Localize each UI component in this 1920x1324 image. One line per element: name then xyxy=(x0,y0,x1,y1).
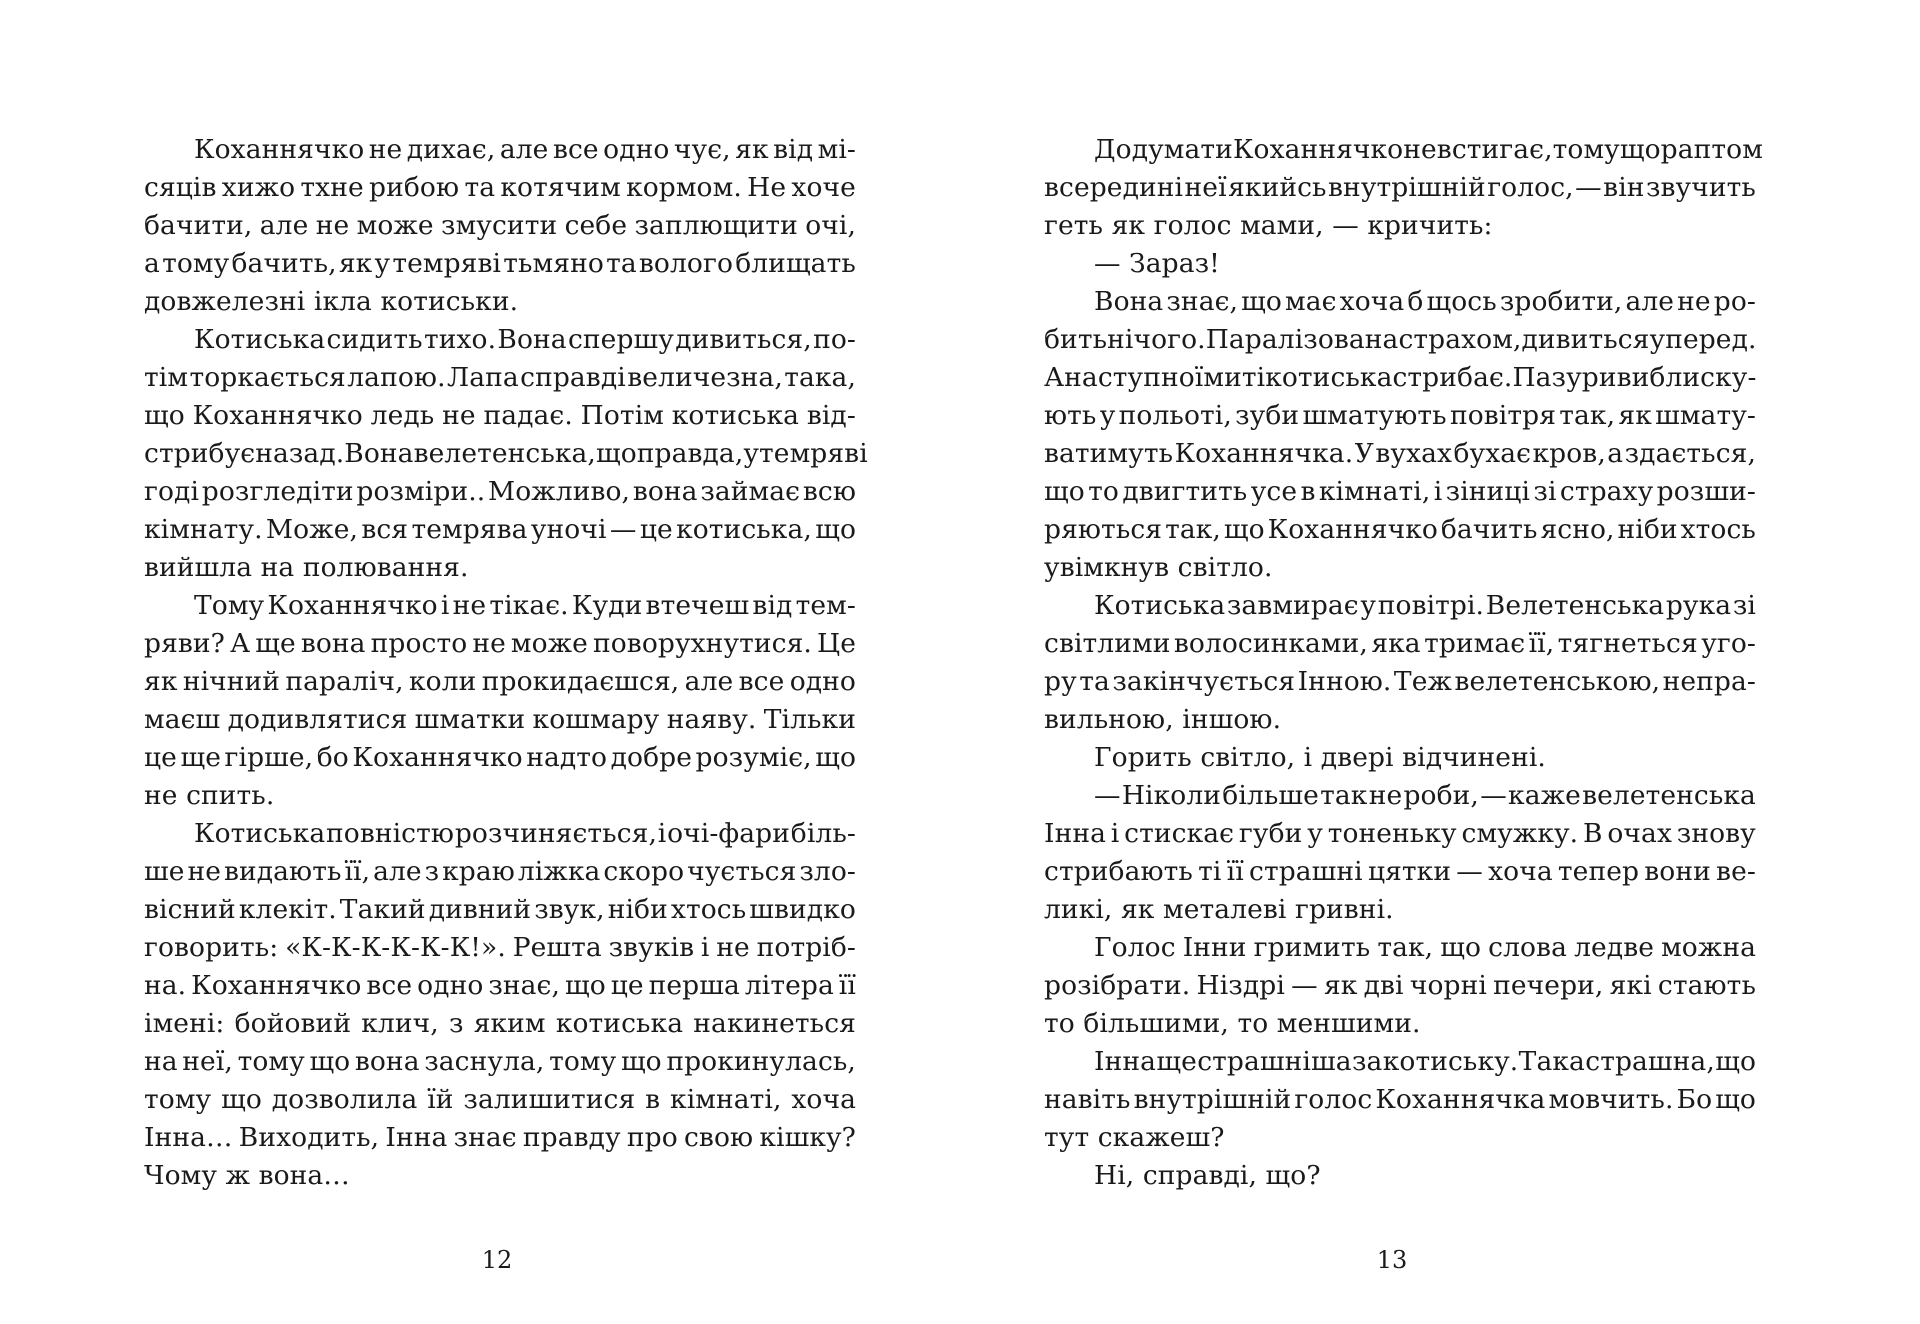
text-line: Інна і стискає губи у тоненьку смужку. В очах знову xyxy=(1044,818,1756,849)
text-line: Чому ж вона… xyxy=(144,1160,350,1191)
text-line: то більшими, то меншими. xyxy=(1044,1008,1421,1039)
text-line: стрибають ті її страшні цятки — хоча тепер вони ве- xyxy=(1044,856,1756,887)
text-line: Горить світло, і двері відчинені. xyxy=(1094,742,1546,773)
text-line: розібрати. Ніздрі — як дві чорні печери, які стають xyxy=(1044,970,1756,1001)
text-line: Інна ще страшніша за котиську. Така страшна, що xyxy=(1094,1046,1756,1077)
text-line: бить нічого. Паралізована страхом, дивиться уперед. xyxy=(1044,324,1757,355)
text-line: сяців хижо тхне рибою та котячим кормом. Не хоче xyxy=(144,172,856,203)
text-line: на неї, тому що вона заснула, тому що прокинулась, xyxy=(144,1046,856,1077)
text-line: тому що дозволила їй залишитися в кімнаті, хоча xyxy=(144,1084,856,1115)
text-line: на. Коханнячко все одно знає, що це перша літера її xyxy=(144,970,856,1001)
text-line: Котиська повністю розчиняється, і очі-фари біль- xyxy=(194,818,856,849)
text-line: ликі, як металеві гривні. xyxy=(1044,894,1394,925)
text-line: — Ніколи більше так не роби, — каже велетенська xyxy=(1094,780,1756,811)
text-line: тім торкається лапою. Лапа справді величезна, така, xyxy=(144,362,856,393)
text-line: всередині неї якийсь внутрішній голос, — він звучить xyxy=(1044,172,1756,203)
text-line: бачити, але не може змусити себе заплющити очі, xyxy=(144,210,856,241)
text-line: Інна… Виходить, Інна знає правду про свою кішку? xyxy=(144,1122,856,1153)
right-page-text xyxy=(1044,131,1763,1195)
text-line: світлими волосинками, яка тримає її, тягнеться уго- xyxy=(1044,628,1756,659)
text-line: імені: бойовий клич, з яким котиська накинеться xyxy=(144,1008,856,1039)
text-line: це ще гірше, бо Коханнячко надто добре розуміє, що xyxy=(144,742,856,773)
text-line: маєш додивлятися шматки кошмару наяву. Тільки xyxy=(144,704,856,735)
right-page xyxy=(960,0,1920,1324)
text-line: увімкнув світло. xyxy=(1044,552,1273,583)
text-line: Котиська завмирає у повітрі. Велетенська рука зі xyxy=(1094,590,1756,621)
text-line: Котиська сидить тихо. Вона спершу дивиться, по- xyxy=(194,324,856,355)
text-line: вісний клекіт. Такий дивний звук, ніби хтось швидко xyxy=(144,894,856,925)
text-line: ру та закінчується Інною. Теж велетенською, непра- xyxy=(1044,666,1756,697)
right-page-number: 13 xyxy=(1376,1246,1408,1274)
text-line: що то двигтить усе в кімнаті, і зіниці зі страху розши- xyxy=(1044,476,1756,507)
text-line: ше не видають її, але з краю ліжка скоро чується зло- xyxy=(144,856,856,887)
text-line: ватимуть Коханнячка. У вухах бухає кров, а здається, xyxy=(1044,438,1756,469)
text-line: говорить: «К-К-К-К-К-К!». Решта звуків і не потріб- xyxy=(144,932,856,963)
left-page-text xyxy=(144,131,868,1195)
left-page-number: 12 xyxy=(481,1246,513,1274)
text-line: ряються так, що Коханнячко бачить ясно, ніби хтось xyxy=(1044,514,1756,545)
text-line: Ні, справді, що? xyxy=(1094,1160,1321,1191)
text-line: А наступної миті котиська стрибає. Пазури виблиску- xyxy=(1044,362,1757,393)
text-line: Додумати Коханнячко не встигає, тому що раптом xyxy=(1094,134,1763,165)
text-line: навіть внутрішній голос Коханнячка мовчить. Бо що xyxy=(1044,1084,1756,1115)
text-line: Голос Інни гримить так, що слова ледве можна xyxy=(1094,932,1756,963)
text-line: стрибує назад. Вона велетенська, щоправда, у темряві xyxy=(144,438,868,469)
text-line: ряви? А ще вона просто не може поворухнутися. Це xyxy=(144,628,856,659)
text-line: а тому бачить, як у темряві тьмяно та волого блищать xyxy=(144,248,856,279)
text-line: — Зараз! xyxy=(1094,248,1220,279)
text-line: кімнату. Може, вся темрява уночі — це котиська, що xyxy=(144,514,856,545)
text-line: Тому Коханнячко і не тікає. Куди втечеш від тем- xyxy=(194,590,856,621)
text-line: не спить. xyxy=(144,780,275,811)
text-line: що Коханнячко ледь не падає. Потім котиська від- xyxy=(144,400,856,431)
text-line: Коханнячко не дихає, але все одно чує, як від мі- xyxy=(194,134,856,165)
text-line: годі розгледіти розміри.. Можливо, вона займає всю xyxy=(144,476,856,507)
text-line: вийшла на полювання. xyxy=(144,552,469,583)
text-line: як нічний параліч, коли прокидаєшся, але все одно xyxy=(144,666,856,697)
text-line: тут скажеш? xyxy=(1044,1122,1225,1153)
text-line: вильною, іншою. xyxy=(1044,704,1282,735)
text-line: геть як голос мами, — кричить: xyxy=(1044,210,1493,241)
text-line: довжелезні ікла котиськи. xyxy=(144,286,519,317)
text-line: Вона знає, що має хоча б щось зробити, але не ро- xyxy=(1094,286,1756,317)
text-line: ють у польоті, зуби шматують повітря так, як шмату- xyxy=(1044,400,1756,431)
